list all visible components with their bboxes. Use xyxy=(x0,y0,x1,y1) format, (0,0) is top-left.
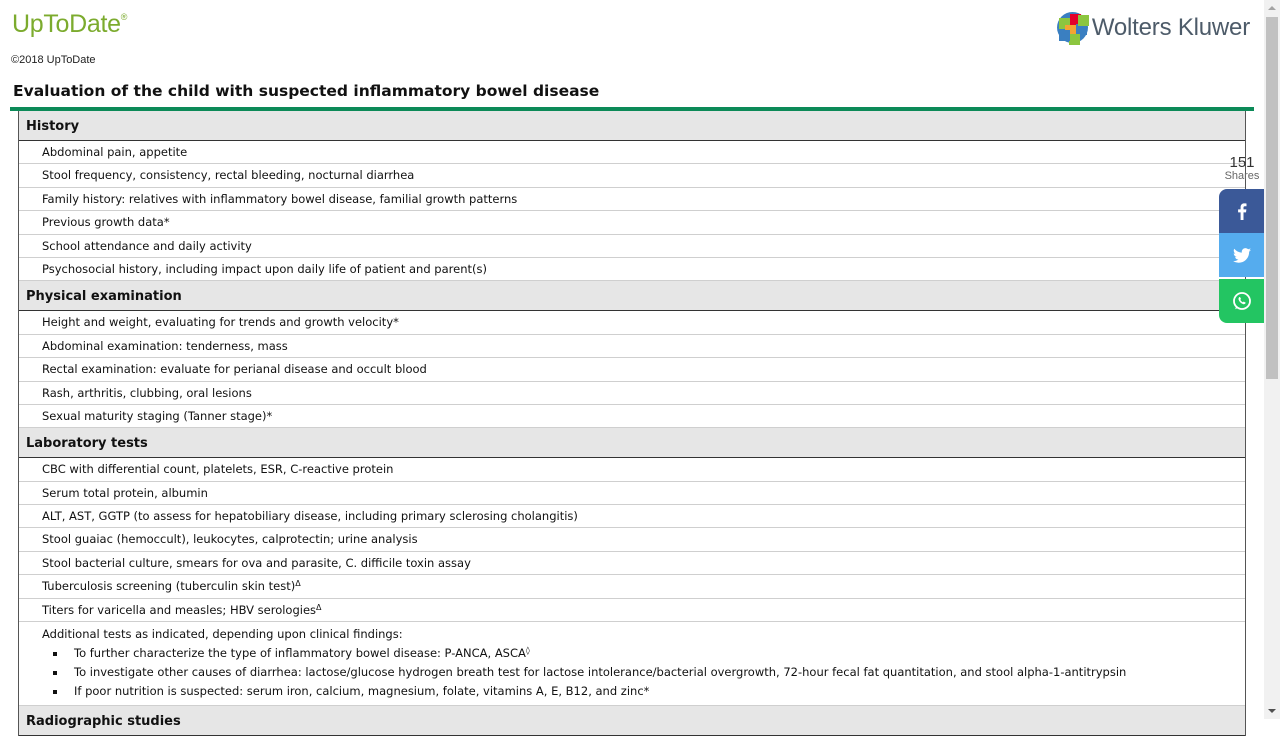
additional-tests-list xyxy=(42,644,1245,701)
table-row-additional-tests xyxy=(19,622,1245,706)
brand-name: UpToDate xyxy=(12,10,121,38)
copyright-notice: ©2018 UpToDate xyxy=(11,54,96,66)
table-row: Stool guaiac (hemoccult), leukocytes, calprotectin; urine analysis xyxy=(19,528,1245,551)
whatsapp-icon xyxy=(1232,291,1252,311)
publisher-name: Wolters Kluwer xyxy=(1091,13,1250,41)
section-heading-history: History xyxy=(19,111,1245,141)
table-row: Abdominal pain, appetite xyxy=(19,141,1245,164)
table-row: Tuberculosis screening (tuberculin skin test)$^\Delta$ xyxy=(19,575,1245,598)
table-row: CBC with differential count, platelets, ESR, C-reactive protein xyxy=(19,458,1245,481)
footnote-mark: * xyxy=(643,684,650,699)
share-count: 151 xyxy=(1229,154,1255,171)
table-row: Titers for varicella and measles; HBV serologies$^\Delta$ xyxy=(19,599,1245,622)
page-header xyxy=(0,0,1264,110)
share-label: Shares xyxy=(1224,170,1260,182)
footnote-mark: * xyxy=(393,315,399,330)
table-row: Height and weight, evaluating for trends and growth velocity* xyxy=(19,311,1245,334)
list-item: If poor nutrition is suspected: serum iron, calcium, magnesium, folate, vitamins A, E, B12, and zinc* xyxy=(50,682,1245,701)
table-row: Abdominal examination: tenderness, mass xyxy=(19,335,1245,358)
page-title: Evaluation of the child with suspected inflammatory bowel disease xyxy=(13,82,600,100)
section-heading-physical-examination: Physical examination xyxy=(19,281,1245,311)
list-item: To further characterize the type of inflammatory bowel disease: P-ANCA, ASCA◊ xyxy=(50,644,1245,663)
table-row: Previous growth data* xyxy=(19,211,1245,234)
section-heading-radiographic-studies: Radiographic studies xyxy=(19,706,1245,736)
list-item: To investigate other causes of diarrhea: lactose/glucose hydrogen breath test for lactose intolerance/bacterial overgrowth, 72-hour fecal fat quantitation, and stool alpha-1-antitrypsin xyxy=(50,663,1245,682)
table-row: Sexual maturity staging (Tanner stage)* xyxy=(19,405,1245,428)
table-row: ALT, AST, GGTP (to assess for hepatobiliary disease, including primary sclerosing cholangitis) xyxy=(19,505,1245,528)
table-row: Family history: relatives with inflammatory bowel disease, familial growth patterns xyxy=(19,188,1245,211)
footnote-mark: * xyxy=(163,215,170,230)
footnote-mark: Δ xyxy=(316,602,322,612)
whatsapp-share-button[interactable] xyxy=(1219,279,1264,323)
evaluation-table xyxy=(18,111,1246,736)
facebook-share-button[interactable] xyxy=(1219,189,1264,233)
footnote-mark: * xyxy=(266,408,273,423)
wolters-kluwer-globe-icon xyxy=(1057,12,1088,43)
section-heading-laboratory-tests: Laboratory tests xyxy=(19,428,1245,458)
additional-tests-intro: Additional tests as indicated, depending upon clinical findings: xyxy=(42,627,403,642)
table-row: Rectal examination: evaluate for perianal disease and occult blood xyxy=(19,358,1245,381)
vertical-scrollbar[interactable] xyxy=(1264,0,1280,719)
twitter-icon xyxy=(1233,248,1251,263)
table-row: Stool frequency, consistency, rectal bleeding, nocturnal diarrhea xyxy=(19,164,1245,187)
footnote-mark: ◊ xyxy=(525,646,530,656)
table-row: Psychosocial history, including impact upon daily life of patient and parent(s) xyxy=(19,258,1245,281)
table-row: School attendance and daily activity xyxy=(19,235,1245,258)
scroll-down-arrow-icon[interactable] xyxy=(1264,703,1280,719)
table-row: Stool bacterial culture, smears for ova and parasite, C. difficile toxin assay xyxy=(19,552,1245,575)
uptodate-logo[interactable] xyxy=(12,10,127,39)
scrollbar-thumb[interactable] xyxy=(1266,17,1278,379)
wolters-kluwer-logo[interactable] xyxy=(1057,12,1250,43)
table-row: Serum total protein, albumin xyxy=(19,482,1245,505)
share-counter xyxy=(1220,154,1264,182)
table-row: Rash, arthritis, clubbing, oral lesions xyxy=(19,382,1245,405)
scroll-up-arrow-icon[interactable] xyxy=(1264,0,1280,16)
facebook-icon xyxy=(1237,203,1247,220)
footnote-mark: Δ xyxy=(295,579,301,589)
registered-mark: ® xyxy=(120,12,128,22)
twitter-share-button[interactable] xyxy=(1219,233,1264,277)
